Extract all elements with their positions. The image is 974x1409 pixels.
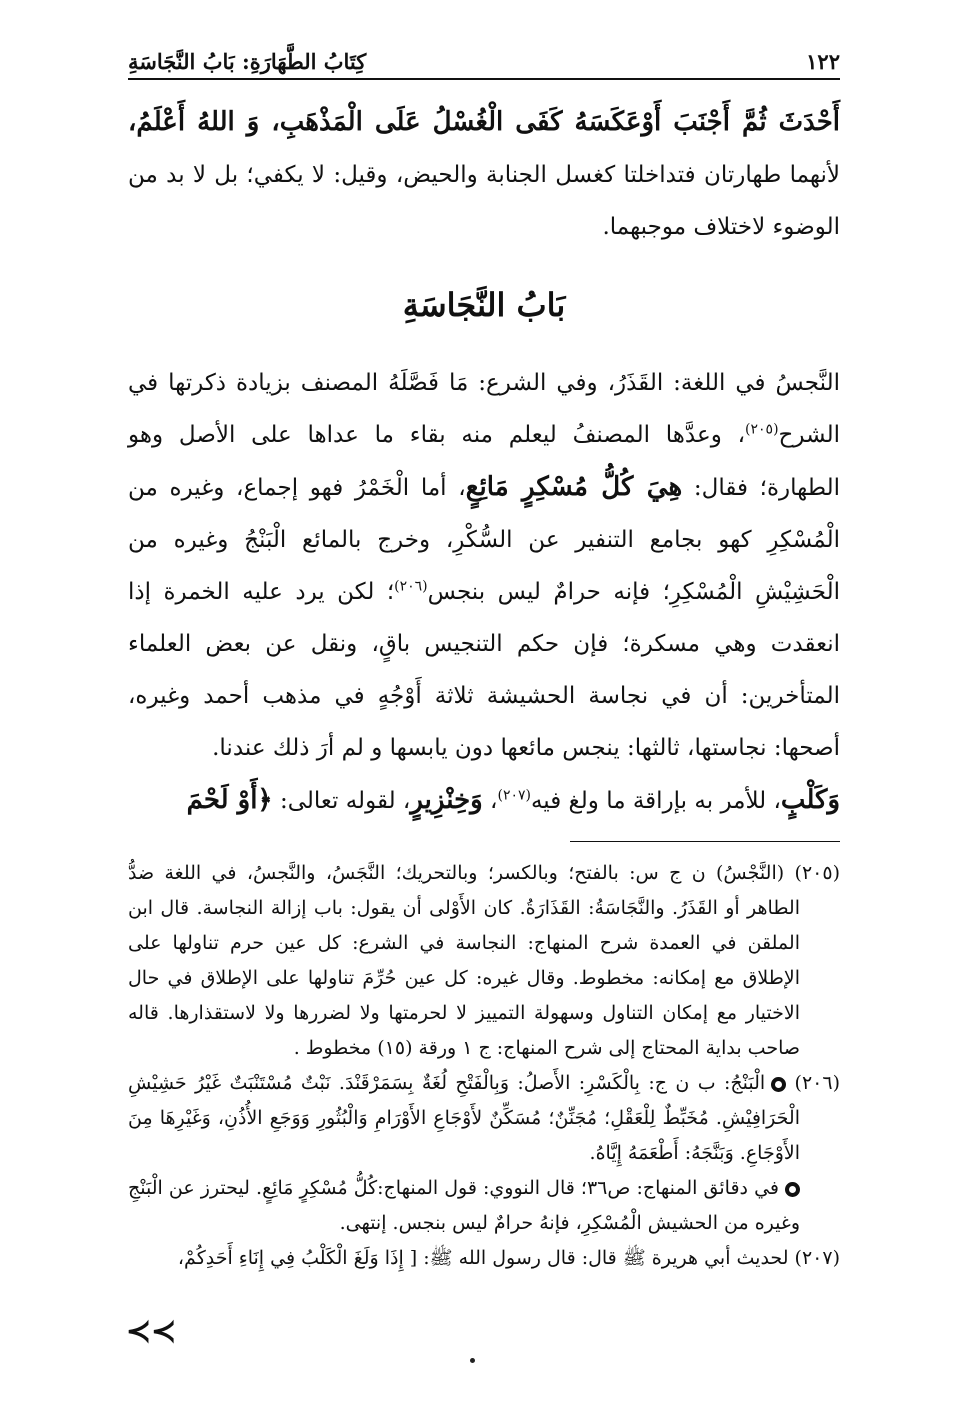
- commentary-text: النَّجسُ في اللغة: القَذَرُ، وفي الشرع: مَا فَصَّلَهُ المصنف بزيادة ذكرتها في الشرح: [128, 370, 840, 448]
- quran-quote: ﴿أَوْ لَحْمَ: [186, 785, 273, 815]
- footnote-number: (٢٠٧): [794, 1247, 840, 1269]
- footnote-separator: [570, 841, 840, 842]
- footnote-number: (٢٠٥): [794, 862, 840, 884]
- intro-paragraph: [128, 96, 840, 253]
- footnote-number: (٢٠٦): [794, 1072, 840, 1094]
- paragraph-dog-pig: [128, 774, 840, 827]
- matn-text: وَخِنْزِيرٍ: [410, 785, 483, 815]
- footnote-206: [128, 1066, 840, 1171]
- page-dot: [470, 1358, 475, 1363]
- commentary-text: ؛ لكن يرد عليه الخمرة إذا انعقدت وهي مسكرة؛ فإن حكم التنجيس باقٍ، ونقل عن بعض العلماء المتأخرين: أن في نجاسة الحشيشة ثلاثة أَوْجُهٍ في مذهب أحمد وغيره، أصحها: نجاستها، ثالثها: ينجس مائعها دون يابسها و لم أرَ ذلك عندنا.: [128, 579, 840, 761]
- footnote-207: [128, 1241, 840, 1276]
- footnote-ref[interactable]: (٢٠٦): [394, 578, 428, 595]
- footnote-ref[interactable]: (٢٠٥): [745, 421, 779, 438]
- footnote-205: [128, 856, 840, 1066]
- commentary-text: ، للأمر به بإراقة ما ولغ فيه: [530, 788, 781, 814]
- commentary-text: ، وعدَّها المصنفُ ليعلم منه بقاء ما عداها على الأصل وهو الطهارة؛ فقال:: [128, 422, 841, 501]
- footnotes: [128, 856, 840, 1276]
- continuation-mark: ≺≺: [126, 1314, 177, 1349]
- footnote-ref[interactable]: (٢٠٧): [497, 787, 531, 804]
- footnote-text: الْبَنْجُ: ب ن ج: بِالْكَسْرِ: الأَصلُ: وَبِالْفَتْحِ لُغَةٌ بِسَمَرْقَنْدَ. نَبْتٌ مُسْتَنْبَتٌ غَيْرُ حَشِيْشِ الْحَرَافِيْشِ. مُخَبِّطٌ لِلْعَقْلِ؛ مُجَنِّنٌ؛ مُسَكِّنٌ لأَوْجَاعِ الأَوْرَامِ وَالْبُثُورِ وَوَجَعِ الأُذُنِ، وَغَيْرِهَا مِنَ الأَوْجَاعِ. وَبَنَّجَهُ: أَطْعَمَهُ إِيَّاهُ.: [128, 1072, 800, 1164]
- matn-text: أَحْدَثَ ثُمَّ أَجْنَبَ أَوْعَكَسَهُ كَفَى الْغُسْلُ عَلَى الْمَذْهَبِ، وَ اللهُ أَعْلَمُ،: [128, 107, 840, 137]
- paragraph-najasa: [128, 357, 840, 774]
- book-page: [128, 40, 840, 1276]
- commentary-text: لأنهما طهارتان فتداخلتا كغسل الجنابة والحيض، وقيل: لا يكفي؛ بل لا بد من الوضوء لاختلاف موجبهما.: [128, 162, 840, 240]
- commentary-text: ، لقوله تعالى:: [272, 788, 411, 814]
- footnote-206-note: [128, 1171, 840, 1241]
- bullet-icon: [771, 1077, 786, 1092]
- footnote-text: (النَّجْسُ) ن ج س: بالفتح؛ وبالكسر؛ وبالتحريك؛ النَّجَسُ، والنَّجسُ، في اللغة ضدُّ الطاهر أو القَذَرُ. والنَّجَاسَةُ: القَذَارَةُ. كان الأَوْلى أن يقول: باب إزالة النجاسة. قال ابن الملقن في العمدة شرح المنهاج: النجاسة في الشرع: كل عين حرم تناولها على الإطلاق مع إمكانه: مخطوط. وقال غيره: كل عين حُرِّمَ تناولها على الإطلاق في حال الاختيار مع إمكان التناول وسهولة التمييز لا لحرمتها ولا لضررها ولا لاستقذارها. قاله صاحب بداية المحتاج إلى شرح المنهاج: ج ١ ورقة (١٥) مخطوط .: [128, 862, 800, 1059]
- bullet-icon: [785, 1182, 800, 1197]
- footnote-text: لحديث أبي هريرة ﷺ قال: قال رسول الله ﷺ: [ إِذَا وَلَغَ الْكَلْبُ فِي إِنَاءِ أَحَدِكُمْ،: [177, 1247, 789, 1269]
- running-title: كِتَابُ الطَّهَارَةِ: بَابُ النَّجَاسَةِ: [128, 49, 367, 74]
- main-text: [128, 96, 840, 827]
- commentary-text: ، أما الْخَمْرُ فهو إجماع، وغيره من الْمُسْكِرِ كهو بجامع التنفير عن السُّكْرِ، وخرج بالمائع الْبَنْجُ وغيره من الْحَشِيْشِ الْمُسْكِرِ؛ فإنه حرامٌ ليس بنجس: [128, 475, 840, 605]
- commentary-text: ،: [482, 788, 498, 814]
- page-number: ١٢٢: [806, 49, 840, 74]
- chapter-title: بَابُ النَّجَاسَةِ: [402, 286, 566, 324]
- running-header: [128, 40, 840, 80]
- footnote-text: في دقائق المنهاج: ص٣٦؛ قال النووي: قول المنهاج:كُلُّ مُسْكِرٍ مَائِعٍ. ليحترز عن الْبَنْجِ وغيره من الحشيش الْمُسْكِرِ، فإنهُ حرامٌ ليس بنجس. إنتهى.: [128, 1177, 800, 1234]
- matn-text: هِيَ كُلُّ مُسْكِرٍ مَائِعٍ: [465, 472, 683, 502]
- matn-text: وَكَلْبٍ: [780, 785, 840, 815]
